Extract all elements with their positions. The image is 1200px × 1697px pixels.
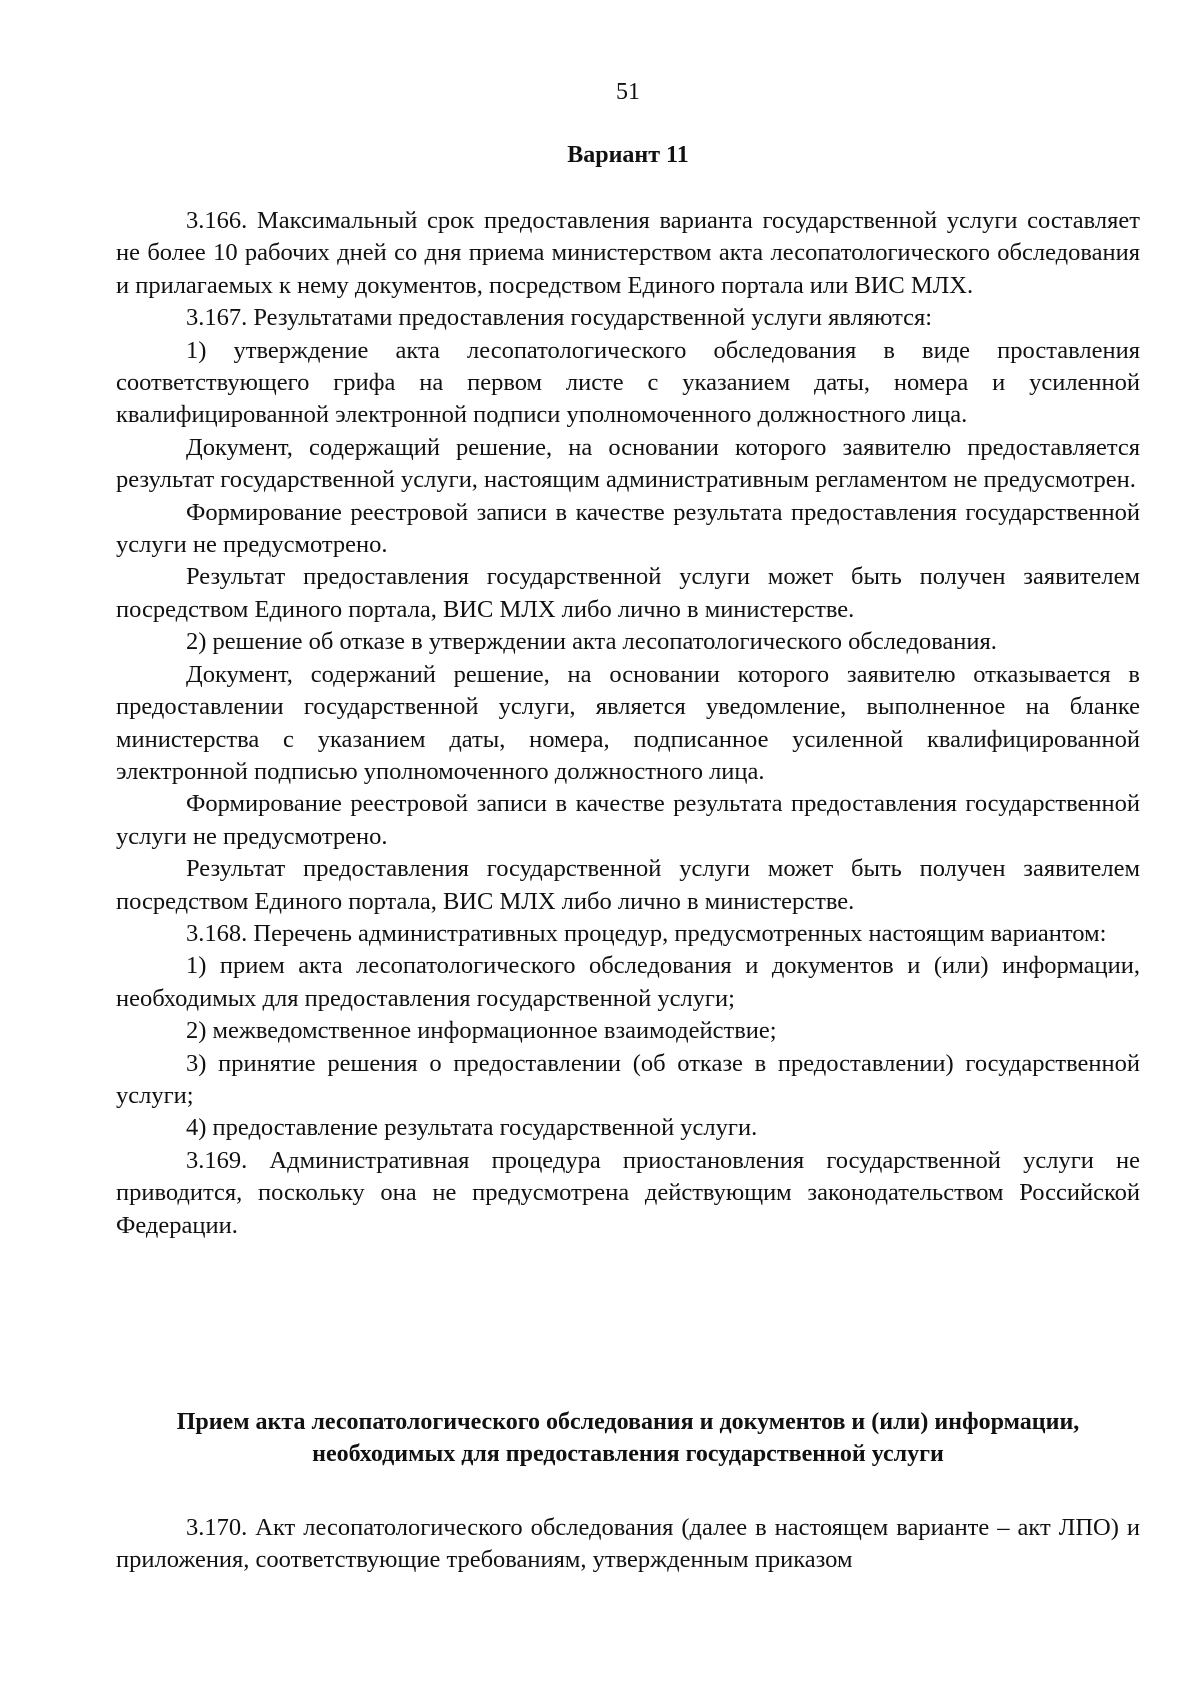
paragraph-3-167: 3.167. Результатами предоставления государственной услуги являются: <box>186 304 933 332</box>
paragraph-receipt-2: Результат предоставления государственной услуги может быть получен заявителем посредством Единого портала, ВИС МЛХ либо лично в министерстве. <box>116 855 1140 915</box>
paragraph-document-2: Документ, содержаний решение, на основании которого заявителю отказывается в предоставлении государственной услуги, является уведомление, выполненное на бланке министерства с указанием даты, номера, подписанное усиленной квалифицированной электронной подписью уполномоченного должностного лица. <box>116 660 1140 785</box>
list-item-procedure-4: 4) предоставление результата государственной услуги. <box>186 1114 758 1142</box>
paragraph-receipt-1: Результат предоставления государственной услуги может быть получен заявителем посредством Единого портала, ВИС МЛХ либо лично в министерстве. <box>116 563 1140 623</box>
paragraph-registry-2: Формирование реестровой записи в качестве результата предоставления государственной услуги не предусмотрено. <box>116 790 1140 850</box>
page-number: 51 <box>616 79 640 105</box>
paragraph-3-168: 3.168. Перечень административных процедур, предусмотренных настоящим вариантом: <box>186 919 1107 947</box>
list-item-procedure-3: 3) принятие решения о предоставлении (об отказе в предоставлении) государственной услуги; <box>116 1049 1140 1109</box>
paragraph-3-169: 3.169. Административная процедура приостановления государственной услуги не приводится, поскольку она не предусмотрена действующим законодательством Российской Федерации. <box>116 1146 1140 1239</box>
paragraph-document-1: Документ, содержащий решение, на основании которого заявителю предоставляется результат государственной услуги, настоящим административным регламентом не предусмотрен. <box>116 433 1140 494</box>
list-item-procedure-2: 2) межведомственное информационное взаимодействие; <box>186 1017 777 1045</box>
main-text <box>116 205 1140 1242</box>
paragraph-3-166: 3.166. Максимальный срок предоставления варианта государственной услуги составляет не более 10 рабочих дней со дня приема министерством акта лесопатологического обследования и прилагаемых к нему документов, посредством Единого портала или ВИС МЛХ. <box>116 207 1140 299</box>
paragraph-registry-1: Формирование реестровой записи в качестве результата предоставления государственной услуги не предусмотрено. <box>116 498 1140 559</box>
paragraph-3-170: 3.170. Акт лесопатологического обследования (далее в настоящем варианте – акт ЛПО) и приложения, соответствующие требованиям, утвержденным приказом <box>116 1514 1140 1574</box>
paragraph-result-1: 1) утверждение акта лесопатологического обследования в виде проставления соответствующего грифа на первом листе с указанием даты, номера и усиленной квалифицированной электронной подписи уполномоченного должностного лица. <box>116 336 1140 429</box>
variant-heading: Вариант 11 <box>567 142 689 168</box>
list-item-procedure-1: 1) прием акта лесопатологического обследования и документов и (или) информации, необходимых для предоставления государственной услуги; <box>116 952 1140 1012</box>
closing-text <box>116 1512 1140 1577</box>
paragraph-result-2: 2) решение об отказе в утверждении акта лесопатологического обследования. <box>186 628 997 656</box>
section-heading: Прием акта лесопатологического обследования и документов и (или) информации, необходимых для предоставления государственной услуги <box>176 1409 1080 1467</box>
